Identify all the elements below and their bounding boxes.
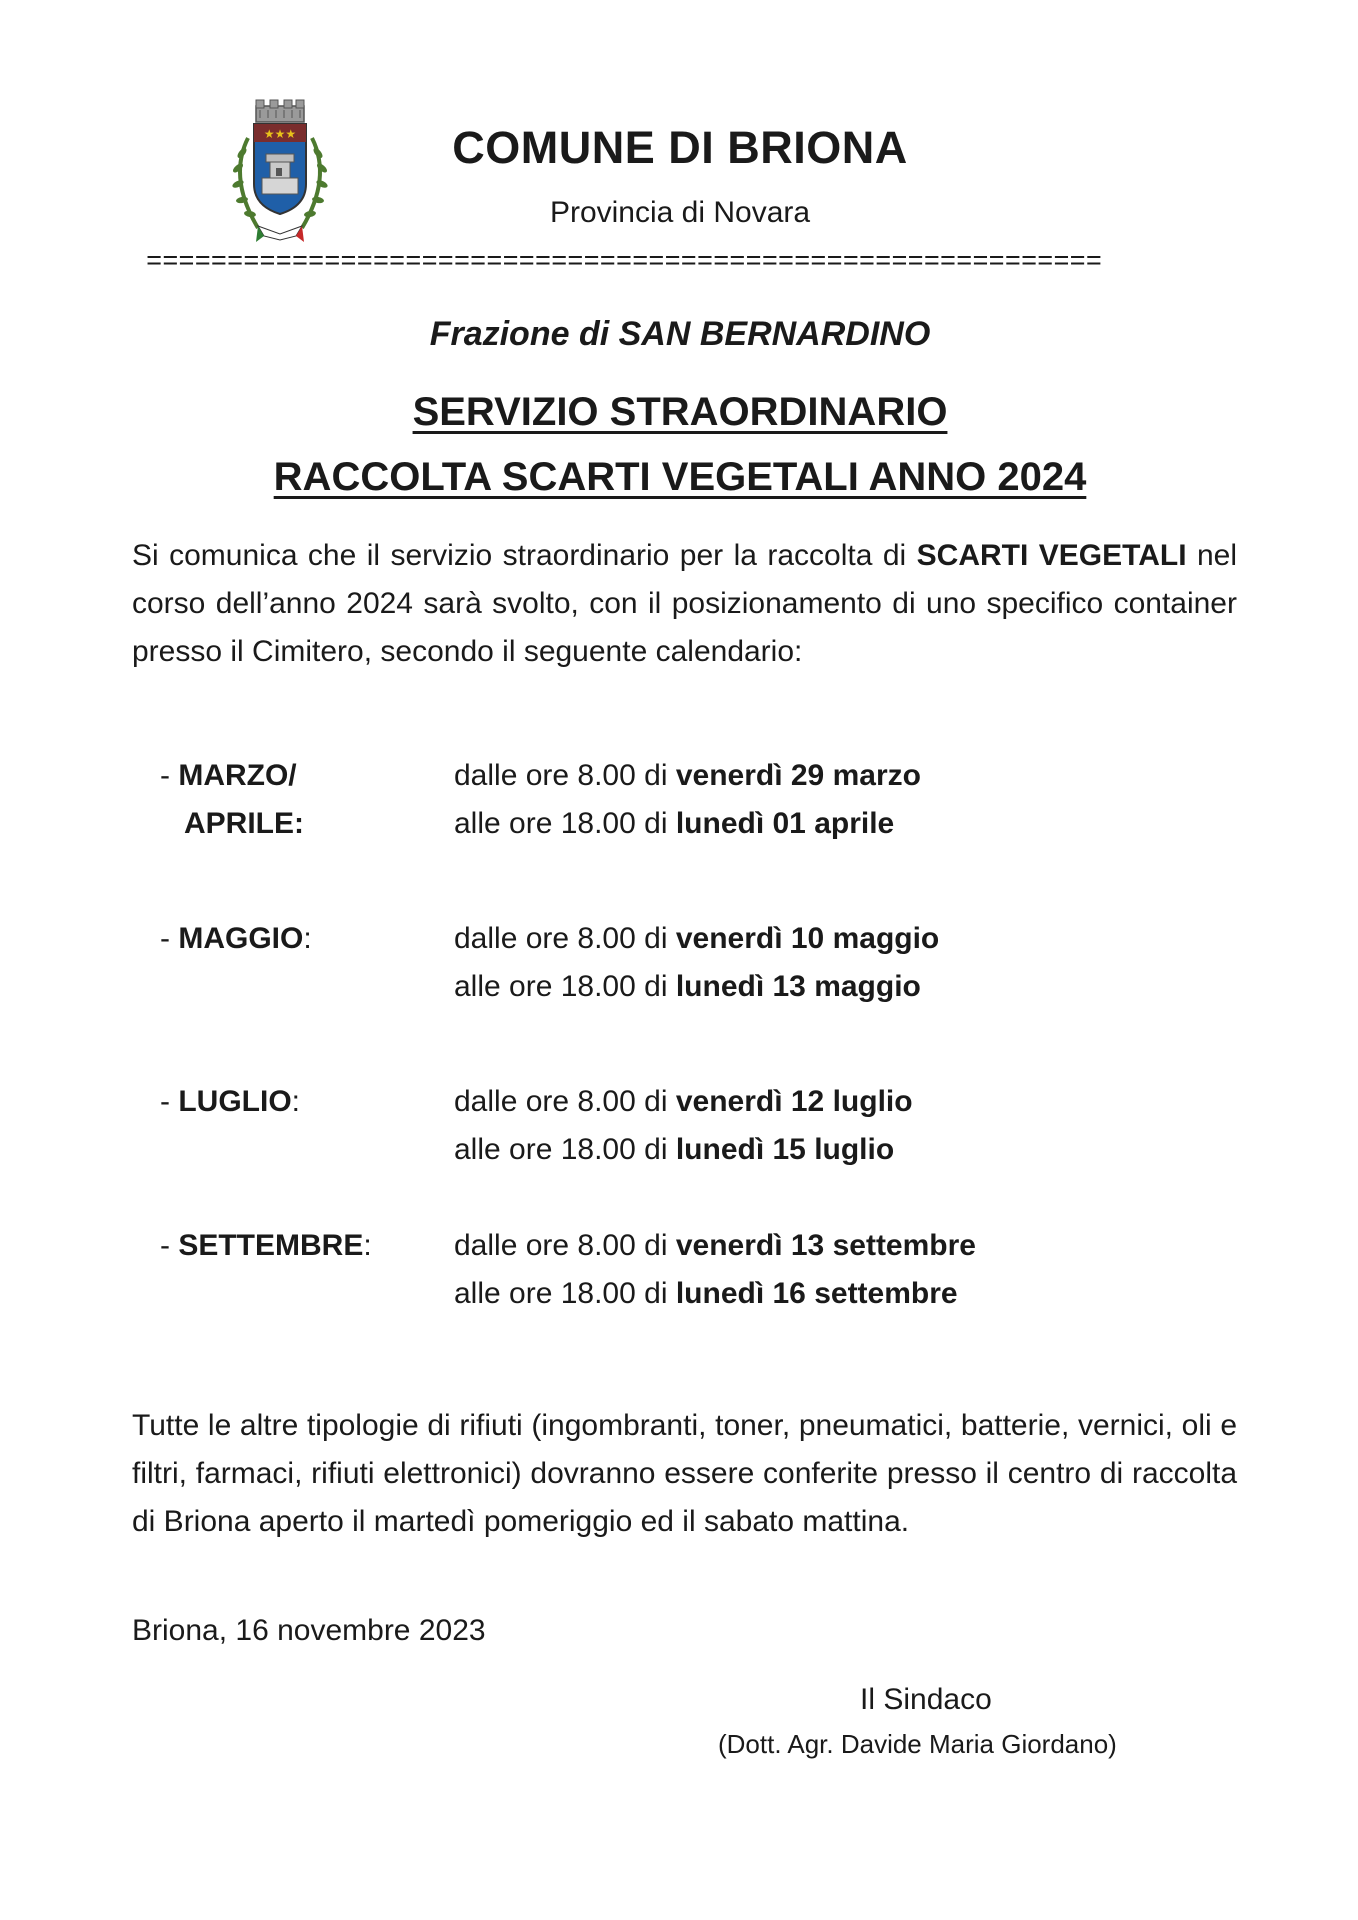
coat-of-arms-icon xyxy=(218,98,343,246)
signer-name: (Dott. Agr. Davide Maria Giordano) xyxy=(718,1729,1117,1759)
schedule-label-0: - MARZO/ APRILE: xyxy=(160,759,304,840)
outro-paragraph: Tutte le altre tipologie di rifiuti (ingombranti, toner, pneumatici, batterie, vernici, oli e filtri, farmaci, rifiuti elettronici) dovranno essere conferite presso il centro di raccolta di Briona aperto il martedì pomeriggio ed il sabato mattina. xyxy=(132,1409,1237,1538)
signer-title: Il Sindaco xyxy=(860,1683,992,1716)
crown-icon xyxy=(256,100,304,122)
intro-paragraph: Si comunica che il servizio straordinario per la raccolta di SCARTI VEGETALI nel corso dell’anno 2024 sarà svolto, con il posizionamento di uno specifico container presso il Cimitero, secondo il seguente calendario: xyxy=(132,539,1237,668)
province-subtitle: Provincia di Novara xyxy=(549,196,811,229)
place-date: Briona, 16 novembre 2023 xyxy=(132,1614,486,1647)
schedule-dates-0: dalle ore 8.00 di venerdì 29 marzo alle ore 18.00 di lunedì 01 aprile xyxy=(454,759,921,840)
schedule-dates-2: dalle ore 8.00 di venerdì 12 luglio alle ore 18.00 di lunedì 15 luglio xyxy=(454,1085,913,1166)
notice-heading-line-1: SERVIZIO STRAORDINARIO xyxy=(412,390,948,434)
schedule-label-1: - MAGGIO: xyxy=(160,922,312,955)
municipality-title: COMUNE DI BRIONA xyxy=(452,122,908,173)
svg-text:★★★: ★★★ xyxy=(263,127,297,141)
frazione-heading: Frazione di SAN BERNARDINO xyxy=(429,315,931,353)
schedule-label-3: - SETTEMBRE: xyxy=(160,1229,372,1262)
schedule-dates-3: dalle ore 8.00 di venerdì 13 settembre alle ore 18.00 di lunedì 16 settembre xyxy=(454,1229,976,1310)
schedule-label-2: - LUGLIO: xyxy=(160,1085,300,1118)
schedule-dates-1: dalle ore 8.00 di venerdì 10 maggio alle ore 18.00 di lunedì 13 maggio xyxy=(454,922,940,1003)
intro-bold: SCARTI VEGETALI xyxy=(916,539,1187,572)
separator-line: =========================================================== xyxy=(146,248,1102,278)
notice-heading-line-2: RACCOLTA SCARTI VEGETALI ANNO 2024 xyxy=(273,455,1087,499)
